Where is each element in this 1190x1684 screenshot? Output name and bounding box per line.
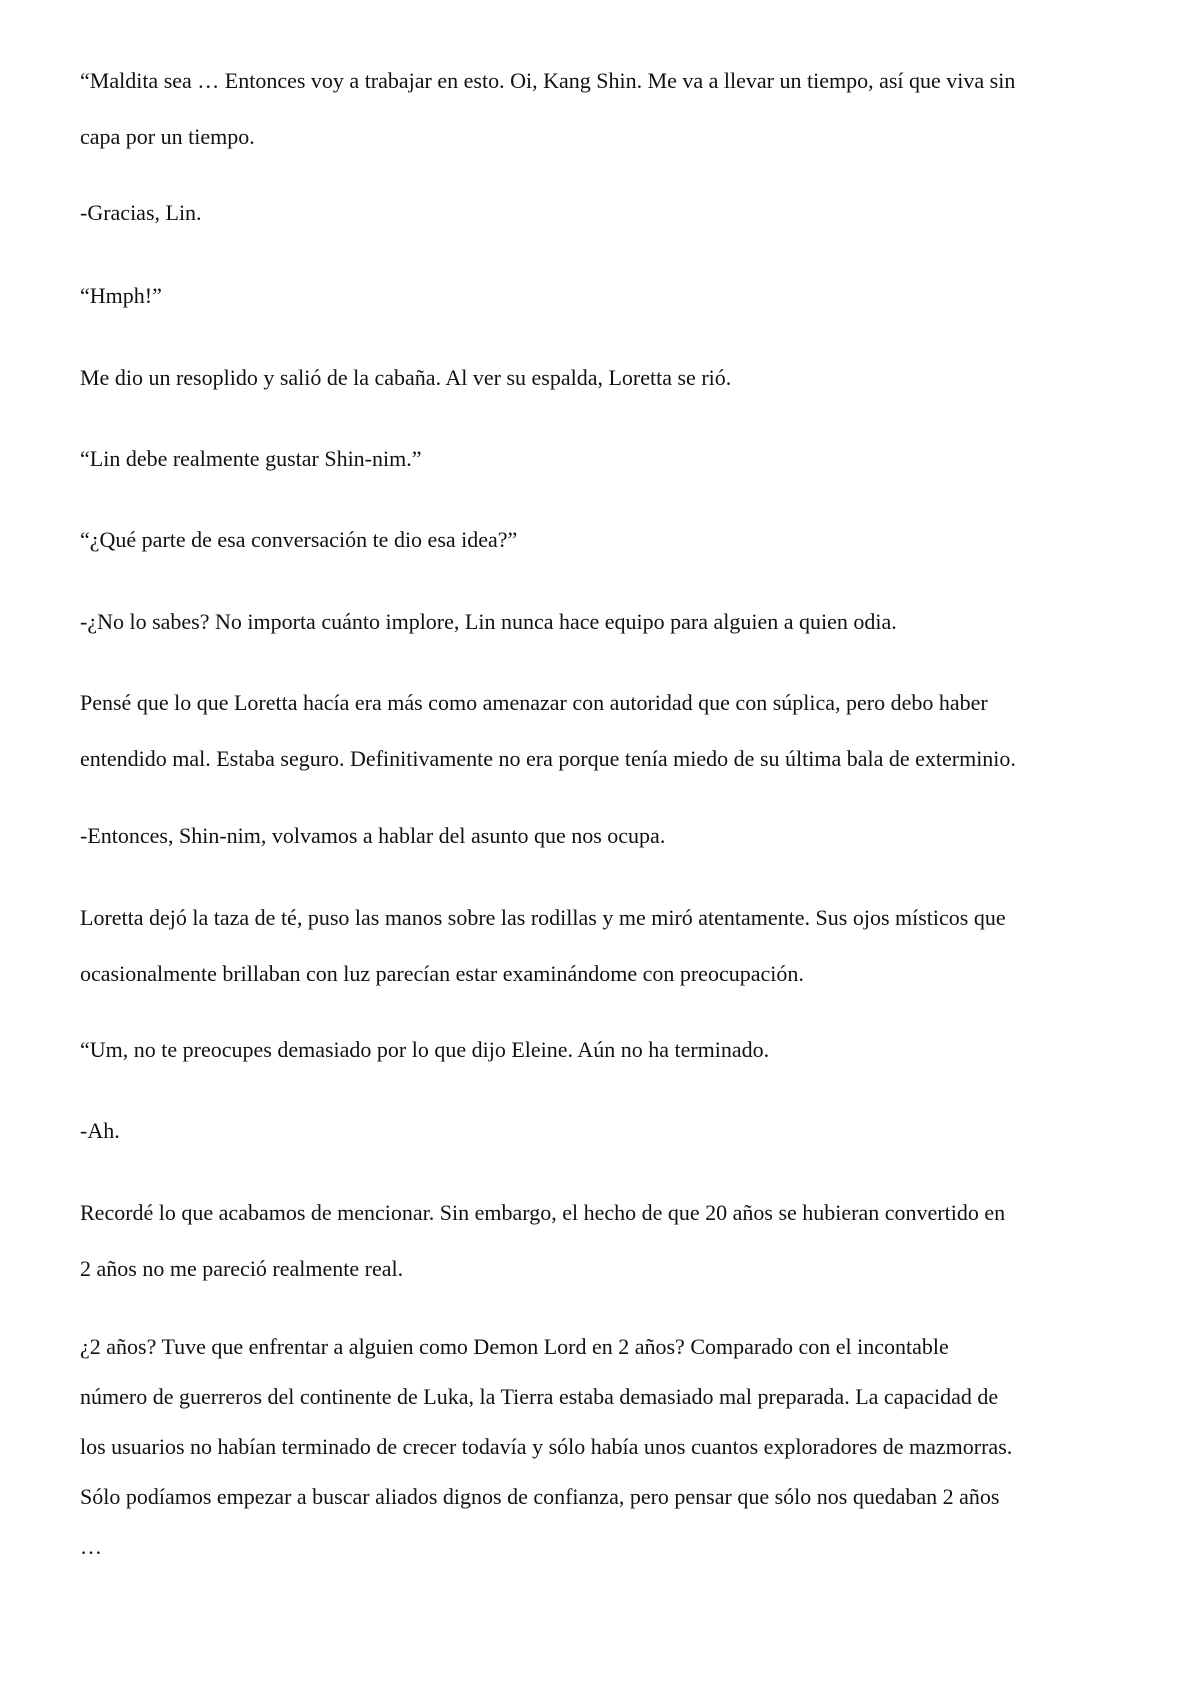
text-line: -Gracias, Lin. (80, 200, 202, 225)
text-line: 2 años no me pareció realmente real. (80, 1256, 404, 1281)
text-line: Recordé lo que acabamos de mencionar. Sin embargo, el hecho de que 20 años se hubieran convertido en (80, 1200, 1006, 1225)
paragraph-7 (80, 608, 1120, 636)
text-line: … (80, 1534, 102, 1559)
paragraph-11 (80, 1036, 1120, 1064)
text-line: “Maldita sea … Entonces voy a trabajar en esto. Oi, Kang Shin. Me va a llevar un tiempo, así que viva sin (80, 68, 1016, 93)
paragraph-8 (80, 675, 1120, 787)
paragraph-6 (80, 526, 1120, 554)
text-line: Sólo podíamos empezar a buscar aliados dignos de confianza, pero pensar que sólo nos quedaban 2 años (80, 1484, 1000, 1509)
text-line: Pensé que lo que Loretta hacía era más como amenazar con autoridad que con súplica, pero debo haber (80, 690, 988, 715)
text-line: “¿Qué parte de esa conversación te dio esa idea?” (80, 527, 518, 552)
paragraph-2 (80, 199, 1120, 227)
paragraph-1 (80, 53, 1120, 165)
text-line: ¿2 años? Tuve que enfrentar a alguien como Demon Lord en 2 años? Comparado con el incontable (80, 1334, 949, 1359)
paragraph-12 (80, 1117, 1120, 1145)
paragraph-4 (80, 364, 1120, 392)
text-line: ocasionalmente brillaban con luz parecían estar examinándome con preocupación. (80, 961, 804, 986)
paragraph-3 (80, 282, 1120, 310)
text-line: “Um, no te preocupes demasiado por lo que dijo Eleine. Aún no ha terminado. (80, 1037, 770, 1062)
paragraph-9 (80, 822, 1120, 850)
text-line: “Lin debe realmente gustar Shin-nim.” (80, 446, 422, 471)
text-line: Me dio un resoplido y salió de la cabaña. Al ver su espalda, Loretta se rió. (80, 365, 732, 390)
paragraph-13 (80, 1185, 1120, 1297)
text-line: “Hmph!” (80, 283, 162, 308)
paragraph-10 (80, 890, 1120, 1002)
text-line: -Entonces, Shin-nim, volvamos a hablar del asunto que nos ocupa. (80, 823, 666, 848)
text-line: Loretta dejó la taza de té, puso las manos sobre las rodillas y me miró atentamente. Sus ojos místicos que (80, 905, 1006, 930)
paragraph-5 (80, 445, 1120, 473)
text-line: los usuarios no habían terminado de crecer todavía y sólo había unos cuantos exploradores de mazmorras. (80, 1434, 1013, 1459)
text-line: número de guerreros del continente de Luka, la Tierra estaba demasiado mal preparada. La capacidad de (80, 1384, 999, 1409)
text-line: -Ah. (80, 1118, 120, 1143)
text-line: -¿No lo sabes? No importa cuánto implore, Lin nunca hace equipo para alguien a quien odia. (80, 609, 897, 634)
text-line: entendido mal. Estaba seguro. Definitivamente no era porque tenía miedo de su última bala de exterminio. (80, 746, 1016, 771)
paragraph-14 (80, 1322, 1120, 1572)
text-line: capa por un tiempo. (80, 124, 255, 149)
